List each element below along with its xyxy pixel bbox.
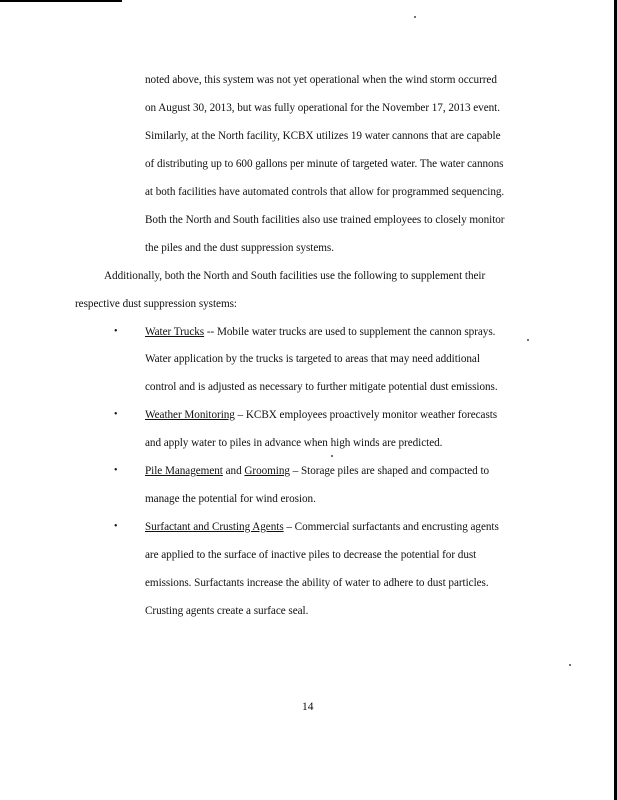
text-line: the piles and the dust suppression systems. bbox=[145, 242, 334, 254]
text-line: at both facilities have automated controls that allow for programmed sequencing. bbox=[145, 186, 505, 198]
text-line: on August 30, 2013, but was fully operational for the November 17, 2013 event. bbox=[145, 102, 500, 114]
bullet-item-water-trucks bbox=[145, 325, 495, 339]
bullet-title-joiner: and bbox=[222, 465, 245, 477]
text-line: Similarly, at the North facility, KCBX utilizes 19 water cannons that are capable bbox=[145, 130, 501, 142]
bullet-icon: • bbox=[114, 521, 118, 532]
scan-speck bbox=[569, 664, 571, 666]
paragraph-line: Additionally, both the North and South facilities use the following to supplement their bbox=[104, 270, 486, 282]
text-line: and apply water to piles in advance when high winds are predicted. bbox=[145, 437, 443, 449]
bullet-title: Surfactant and Crusting Agents bbox=[145, 521, 284, 533]
bullet-icon: • bbox=[114, 409, 118, 420]
scan-edge-top bbox=[0, 0, 122, 2]
text-line: control and is adjusted as necessary to further mitigate potential dust emissions. bbox=[145, 381, 498, 393]
bullet-text: -- Mobile water trucks are used to supplement the cannon sprays. bbox=[204, 326, 496, 338]
text-line: Water application by the trucks is targeted to areas that may need additional bbox=[145, 353, 480, 365]
bullet-item-weather-monitoring bbox=[145, 408, 497, 422]
scan-speck bbox=[414, 16, 416, 18]
bullet-item-surfactant-crusting bbox=[145, 520, 499, 534]
bullet-title: Grooming bbox=[244, 465, 290, 477]
bullet-text: – Storage piles are shaped and compacted to bbox=[289, 465, 490, 477]
bullet-text: – KCBX employees proactively monitor weather forecasts bbox=[234, 409, 498, 421]
paragraph-line: respective dust suppression systems: bbox=[75, 298, 237, 310]
scan-speck bbox=[331, 455, 333, 457]
text-line: manage the potential for wind erosion. bbox=[145, 493, 316, 505]
bullet-icon: • bbox=[114, 326, 118, 337]
bullet-item-pile-management bbox=[145, 464, 489, 478]
scan-speck bbox=[527, 339, 529, 341]
text-line: emissions. Surfactants increase the ability of water to adhere to dust particles. bbox=[145, 577, 489, 589]
text-line: of distributing up to 600 gallons per minute of targeted water. The water cannons bbox=[145, 158, 504, 170]
bullet-icon: • bbox=[114, 465, 118, 476]
bullet-text: – Commercial surfactants and encrusting agents bbox=[283, 521, 499, 533]
text-line: Both the North and South facilities also use trained employees to closely monitor bbox=[145, 214, 505, 226]
text-line: are applied to the surface of inactive piles to decrease the potential for dust bbox=[145, 549, 477, 561]
text-line: noted above, this system was not yet operational when the wind storm occurred bbox=[145, 74, 497, 86]
text-line: Crusting agents create a surface seal. bbox=[145, 605, 309, 617]
bullet-title: Weather Monitoring bbox=[145, 409, 235, 421]
bullet-title: Pile Management bbox=[145, 465, 223, 477]
bullet-title: Water Trucks bbox=[145, 326, 205, 338]
page-number: 14 bbox=[302, 701, 314, 713]
